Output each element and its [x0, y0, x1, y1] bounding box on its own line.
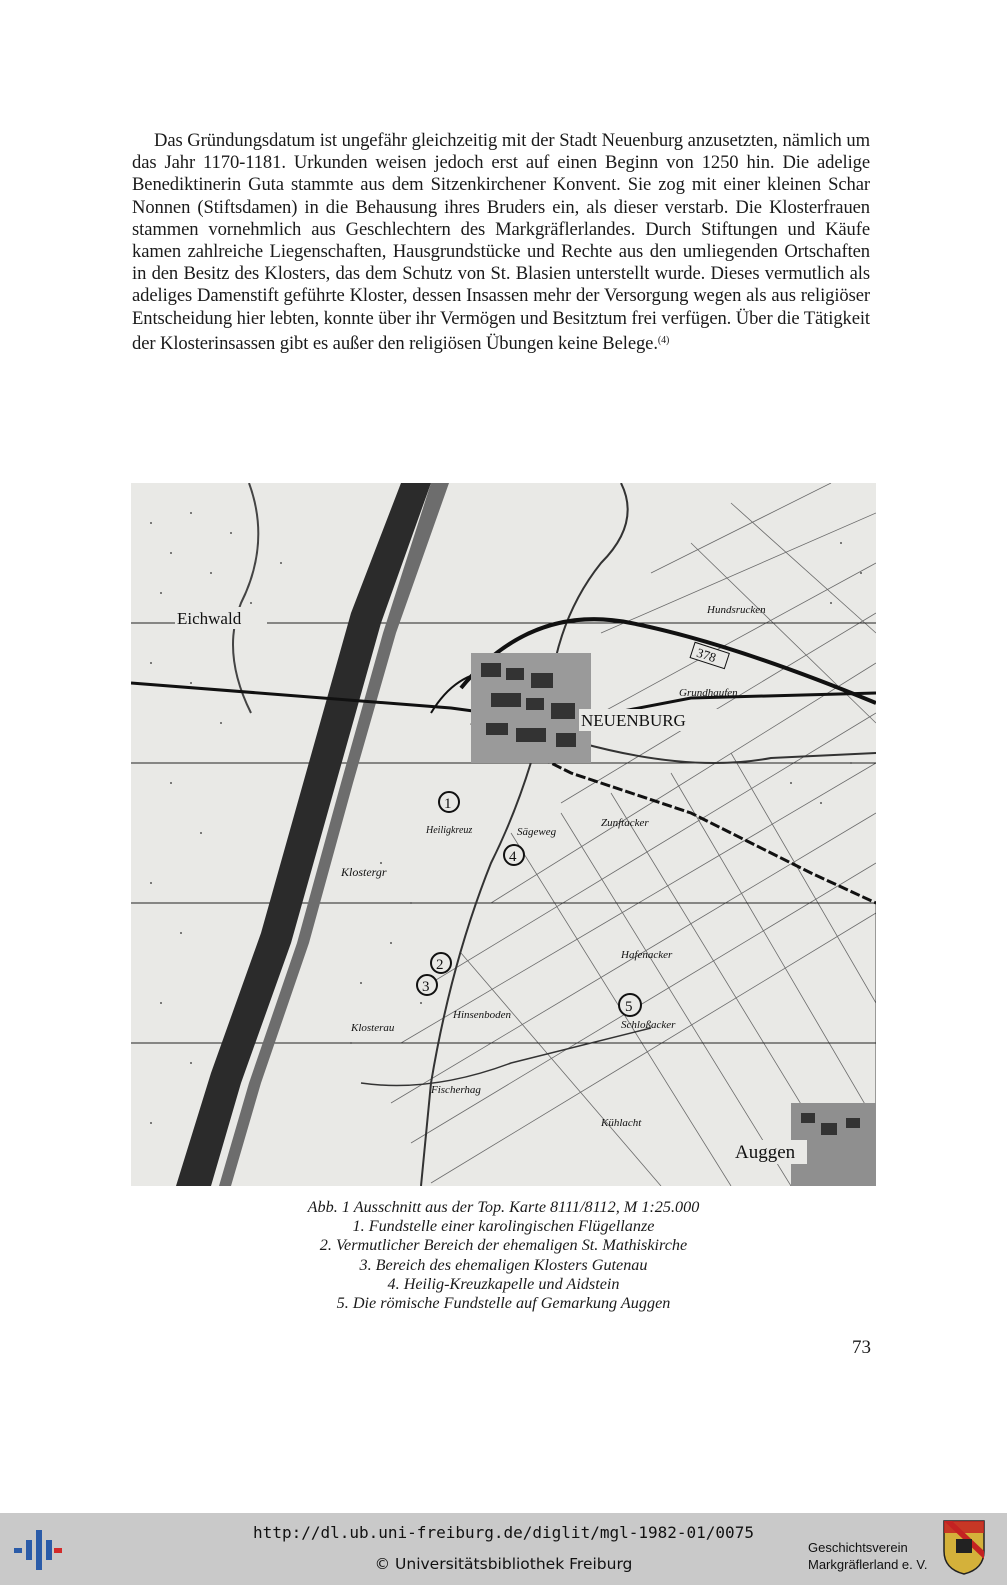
- coat-of-arms-icon: [942, 1519, 986, 1575]
- figure-caption: [131, 1198, 876, 1313]
- society-line-1: Geschichtsverein: [808, 1540, 908, 1555]
- river-rhine: [176, 483, 431, 1186]
- svg-text:5: 5: [625, 999, 633, 1015]
- brook-klemmbach: [581, 743, 876, 763]
- map-label-kloster: Klostergr: [341, 865, 387, 879]
- map-label-zunftacker: Zunftacker: [601, 817, 649, 829]
- map-marker-1: [439, 792, 459, 812]
- footnote-reference[interactable]: (4): [657, 334, 670, 346]
- body-text: Das Gründungsdatum ist ungefähr gleichzeitig mit der Stadt Neuenburg anzusetzten, nämlich um das Jahr 1170-1181. Urkunden weisen jedoch erst auf einen Beginn von 1250 hin. Die adelige Benediktinerin Guta stammte aus dem Sitzenkirchener Konvent. Sie zog mit einer kleinen Schar Nonnen (Stiftsdamen) in die Behausung ihres Bruders ein, als dieser verstarb. Die Klosterfrauen stammen vornehmlich aus Geschlechtern des Markgräflerlandes. Durch Stiftungen und Käufe kamen zahlreiche Liegenschaften, Hausgrundstücke und Rechte aus den umliegenden Ortschaften in den Besitz des Klosters, das dem Schutz von St. Blasien unterstellt wurde. Dieses vermutlich als adeliges Damenstift geführte Kloster, dessen Insassen mehr der Versorgung wegen als aus religiöser Entscheidung hier lebten, konnte über ihr Vermögen und Besitztum frei verfügen. Über die Tätigkeit der Klosterinsassen gibt es außer den religiösen Übungen keine Belege.: [132, 130, 870, 354]
- map-label-schlossacker: Schloßacker: [621, 1019, 676, 1031]
- topographic-map: [131, 483, 876, 1186]
- caption-item-1: 1. Fundstelle einer karolingischen Flügellanze: [352, 1217, 655, 1236]
- caption-item-2: 2. Vermutlicher Bereich der ehemaligen St. Mathiskirche: [319, 1236, 688, 1255]
- river-bank: [219, 483, 449, 1186]
- map-label-eichwald: Eichwald: [177, 609, 242, 628]
- map-label-kuhlacht: Kühlacht: [601, 1117, 642, 1129]
- caption-item-4: 4. Heilig-Kreuzkapelle und Aidstein: [387, 1274, 620, 1293]
- society-name: [808, 1539, 927, 1573]
- map-marker-4: [504, 845, 524, 865]
- map-label-auggen: Auggen: [735, 1142, 796, 1163]
- map-label-hundsrucken: Hundsrucken: [707, 604, 766, 616]
- map-label-grundhaufen: Grundhaufen: [679, 687, 738, 699]
- caption-item-5: 5. Die römische Fundstelle auf Gemarkung Auggen: [336, 1294, 671, 1313]
- map-label-saegeweg: Sägeweg: [517, 826, 557, 838]
- page-number: 73: [852, 1337, 871, 1358]
- document-url-link[interactable]: http://dl.ub.uni-freiburg.de/diglit/mgl-1982-01/0075: [253, 1523, 754, 1542]
- body-paragraph: [132, 130, 870, 355]
- map-marker-5: [619, 994, 641, 1016]
- caption-item-3: 3. Bereich des ehemaligen Klosters Gutenau: [359, 1255, 648, 1274]
- town-neuenburg: [471, 653, 591, 763]
- map-marker-3: [417, 975, 437, 995]
- map-label-road-number: 378: [694, 644, 719, 666]
- map-drawing: [131, 483, 876, 1186]
- svg-text:3: 3: [422, 979, 430, 995]
- footer-bar: [0, 1513, 1007, 1585]
- map-label-hafenacker: Hafenacker: [621, 949, 673, 961]
- svg-text:1: 1: [444, 796, 452, 812]
- svg-text:4: 4: [509, 849, 517, 865]
- copyright-text: © Universitätsbibliothek Freiburg: [374, 1555, 633, 1573]
- society-line-2: Markgräflerland e. V.: [808, 1557, 928, 1572]
- map-label-neuenburg: NEUENBURG: [581, 711, 686, 730]
- map-label-fischerhag: Fischerhag: [431, 1084, 481, 1096]
- map-label-hinsenboden: Hinsenboden: [453, 1009, 512, 1021]
- caption-title: Abb. 1 Ausschnitt aus der Top. Karte 8111/8112, M 1:25.000: [307, 1198, 700, 1216]
- map-label-klosterau: Klosterau: [351, 1022, 395, 1034]
- map-marker-2: [431, 953, 451, 973]
- svg-text:2: 2: [436, 957, 444, 973]
- map-label-heiligkreuz: Heiligkreuz: [426, 825, 473, 836]
